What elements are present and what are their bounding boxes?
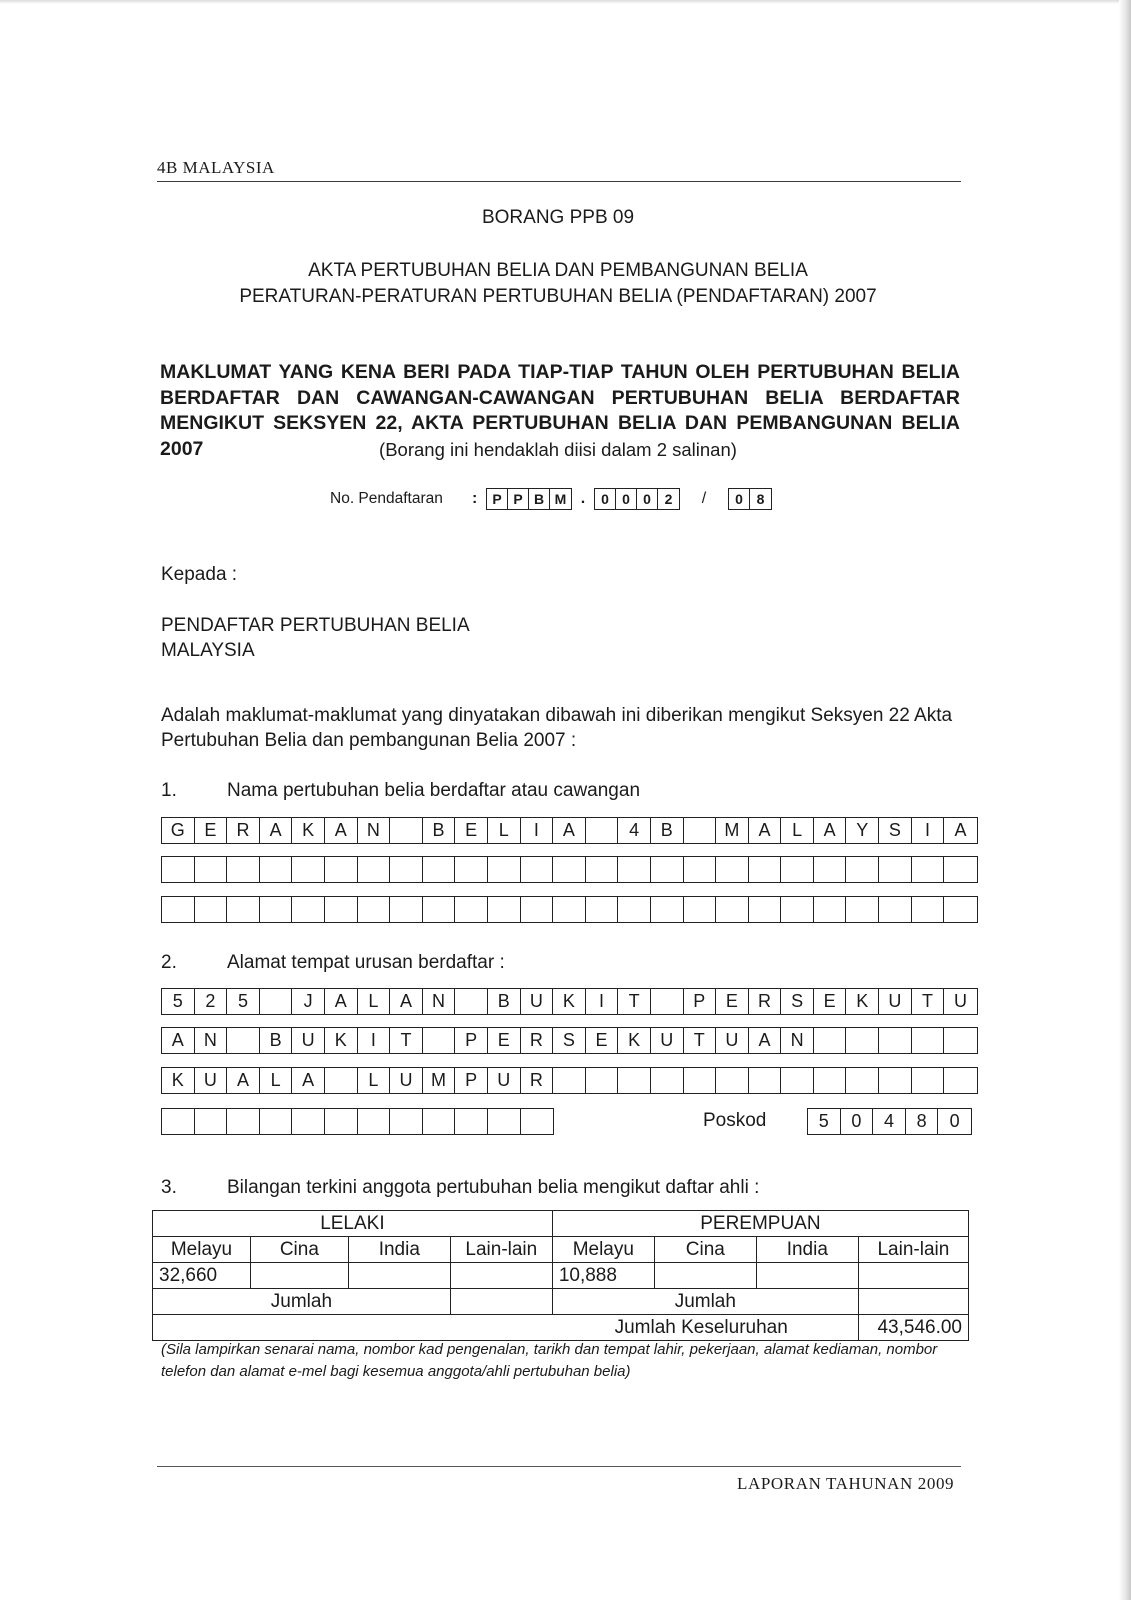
char-box xyxy=(358,857,391,882)
reg-number-char: 0 xyxy=(637,489,658,509)
char-box: K xyxy=(618,1028,651,1053)
heading-line-1: MAKLUMAT YANG KENA BERI PADA TIAP-TIAP TAHUN OLEH PERTUBUHAN BELIA xyxy=(160,361,960,383)
column-header: Cina xyxy=(250,1237,348,1263)
value-cell xyxy=(756,1263,858,1289)
char-box: A xyxy=(749,1028,782,1053)
char-box xyxy=(651,1068,684,1093)
char-box xyxy=(814,1068,847,1093)
reg-year-char: 8 xyxy=(756,491,765,507)
char-box: Y xyxy=(846,818,879,843)
column-header: Cina xyxy=(654,1237,756,1263)
poskod-label: Poskod xyxy=(703,1110,767,1131)
char-box: B xyxy=(651,818,684,843)
char-box xyxy=(390,818,423,843)
char-box: N xyxy=(781,1028,814,1053)
char-box xyxy=(195,897,228,922)
jumlah-lelaki-label: Jumlah xyxy=(153,1289,451,1315)
char-box: T xyxy=(912,989,945,1014)
char-box: L xyxy=(358,989,391,1014)
poskod-boxes xyxy=(807,1108,972,1135)
char-box xyxy=(618,897,651,922)
char-box xyxy=(912,1028,945,1053)
char-box xyxy=(586,818,619,843)
heading-line-3: MENGIKUT SEKSYEN 22, AKTA PERTUBUHAN BELIA DAN PEMBANGUNAN BELIA 2007 xyxy=(160,412,960,460)
char-box: R xyxy=(227,818,260,843)
char-box xyxy=(716,857,749,882)
char-box: P xyxy=(684,989,717,1014)
char-box xyxy=(455,989,488,1014)
char-box: K xyxy=(553,989,586,1014)
registration-dot: . xyxy=(580,490,586,507)
perempuan-header: PEREMPUAN xyxy=(552,1211,968,1237)
char-box xyxy=(749,897,782,922)
char-box: A xyxy=(260,818,293,843)
reg-prefix-char: P xyxy=(508,489,529,509)
salutation: Kepada : xyxy=(161,564,238,585)
char-box: A xyxy=(325,818,358,843)
char-box xyxy=(325,897,358,922)
char-box xyxy=(227,857,260,882)
note-line-2: telefon dan alamat e-mel bagi kesemua anggota/ahli pertubuhan belia) xyxy=(161,1363,631,1380)
char-box: N xyxy=(358,818,391,843)
char-box xyxy=(390,897,423,922)
registration-label: No. Pendaftaran xyxy=(330,490,443,507)
char-box xyxy=(521,857,554,882)
char-box xyxy=(162,897,195,922)
char-box: A xyxy=(390,989,423,1014)
column-header: Melayu xyxy=(153,1237,251,1263)
char-box xyxy=(521,897,554,922)
char-box xyxy=(260,857,293,882)
lelaki-header: LELAKI xyxy=(153,1211,553,1237)
char-box xyxy=(716,1068,749,1093)
char-box xyxy=(781,857,814,882)
reg-prefix-char: P xyxy=(487,489,508,509)
char-box: R xyxy=(521,1068,554,1093)
table-row xyxy=(153,1237,969,1263)
char-box: K xyxy=(846,989,879,1014)
char-box: B xyxy=(488,989,521,1014)
char-box: A xyxy=(954,820,967,840)
char-box xyxy=(553,897,586,922)
char-box xyxy=(846,897,879,922)
section3-number: 3. xyxy=(161,1177,177,1198)
char-box: R xyxy=(521,1028,554,1053)
recipient-line-2: MALAYSIA xyxy=(161,640,255,661)
footer-rule xyxy=(157,1466,961,1467)
char-box: S xyxy=(879,818,912,843)
char-box: J xyxy=(292,989,325,1014)
char-box xyxy=(814,857,847,882)
char-box xyxy=(618,857,651,882)
act-title: AKTA PERTUBUHAN BELIA DAN PEMBANGUNAN BELIA xyxy=(308,260,808,281)
registration-year-boxes xyxy=(728,488,772,510)
char-box xyxy=(325,1068,358,1093)
grand-total-label: Jumlah Keseluruhan xyxy=(153,1315,859,1341)
char-box xyxy=(814,897,847,922)
table-row xyxy=(153,1289,969,1315)
char-box xyxy=(684,897,717,922)
char-box xyxy=(846,1068,879,1093)
intro-paragraph xyxy=(161,703,961,753)
char-box: L xyxy=(781,818,814,843)
char-box xyxy=(684,818,717,843)
section1-row-1 xyxy=(161,817,978,844)
char-box xyxy=(846,1028,879,1053)
char-box xyxy=(716,897,749,922)
char-box: U xyxy=(954,991,968,1011)
intro-line-1: Adalah maklumat-maklumat yang dinyatakan dibawah ini diberikan mengikut Seksyen 22 Akta xyxy=(161,705,953,726)
char-box: 5 xyxy=(162,989,195,1014)
section2-label: Alamat tempat urusan berdaftar : xyxy=(227,952,505,973)
char-box xyxy=(423,857,456,882)
char-box: A xyxy=(162,1028,195,1053)
reg-prefix-char: B xyxy=(529,489,550,509)
section2-row-4 xyxy=(161,1108,554,1135)
jumlah-perempuan-value xyxy=(858,1289,968,1315)
page-right-edge xyxy=(1119,0,1131,1600)
char-box xyxy=(195,1109,228,1134)
value-cell xyxy=(450,1263,552,1289)
members-table xyxy=(152,1210,969,1341)
char-box: G xyxy=(162,818,195,843)
char-box: A xyxy=(749,818,782,843)
column-header: India xyxy=(756,1237,858,1263)
char-box xyxy=(749,857,782,882)
jumlah-perempuan-label: Jumlah xyxy=(552,1289,858,1315)
section1-row-2 xyxy=(161,856,978,883)
registration-row xyxy=(330,488,772,510)
char-box: E xyxy=(195,818,228,843)
column-header: Lain-lain xyxy=(450,1237,552,1263)
char-box xyxy=(553,1068,586,1093)
char-box: 5 xyxy=(808,1109,841,1134)
char-box: A xyxy=(553,818,586,843)
table-row xyxy=(153,1315,969,1341)
char-box xyxy=(162,1109,195,1134)
char-box xyxy=(553,857,586,882)
char-box xyxy=(488,1109,521,1134)
char-box: 0 xyxy=(949,1111,960,1131)
char-box xyxy=(227,1109,260,1134)
char-box xyxy=(521,1109,554,1134)
char-box xyxy=(684,1068,717,1093)
char-box xyxy=(651,897,684,922)
char-box xyxy=(618,1068,651,1093)
page-top-edge xyxy=(0,0,1131,4)
char-box: R xyxy=(749,989,782,1014)
char-box: L xyxy=(358,1068,391,1093)
char-box: B xyxy=(423,818,456,843)
value-cell xyxy=(654,1263,756,1289)
char-box: A xyxy=(814,818,847,843)
heading-line-2: BERDAFTAR DAN CAWANGAN-CAWANGAN PERTUBUHAN BELIA BERDAFTAR xyxy=(160,386,960,409)
char-box xyxy=(879,1028,912,1053)
char-box xyxy=(292,1109,325,1134)
char-box: U xyxy=(651,1028,684,1053)
char-box: M xyxy=(423,1068,456,1093)
char-box xyxy=(260,1109,293,1134)
char-box xyxy=(423,1028,456,1053)
char-box: E xyxy=(586,1028,619,1053)
char-box: 5 xyxy=(227,989,260,1014)
char-box xyxy=(292,857,325,882)
reg-number-char: 0 xyxy=(595,489,616,509)
value-cell: 10,888 xyxy=(552,1263,654,1289)
section2-row-3 xyxy=(161,1067,978,1094)
char-box: U xyxy=(521,989,554,1014)
char-box: K xyxy=(162,1068,195,1093)
column-header: India xyxy=(348,1237,450,1263)
char-box xyxy=(879,857,912,882)
char-box xyxy=(358,1109,391,1134)
char-box xyxy=(292,897,325,922)
section1-number: 1. xyxy=(161,780,177,801)
char-box: N xyxy=(423,989,456,1014)
char-box xyxy=(586,1068,619,1093)
char-box xyxy=(162,857,195,882)
char-box: U xyxy=(488,1068,521,1093)
char-box xyxy=(195,857,228,882)
char-box: E xyxy=(488,1028,521,1053)
char-box: U xyxy=(390,1068,423,1093)
char-box xyxy=(879,1068,912,1093)
jumlah-lelaki-value xyxy=(450,1289,552,1315)
char-box: N xyxy=(195,1028,228,1053)
char-box: T xyxy=(684,1028,717,1053)
running-footer: LAPORAN TAHUNAN 2009 xyxy=(737,1474,955,1493)
char-box: P xyxy=(455,1068,488,1093)
char-box xyxy=(325,857,358,882)
char-box xyxy=(684,857,717,882)
char-box xyxy=(781,897,814,922)
char-box: A xyxy=(292,1068,325,1093)
table-row xyxy=(153,1211,969,1237)
intro-line-2: Pertubuhan Belia dan pembangunan Belia 2007 : xyxy=(161,730,577,751)
char-box: E xyxy=(814,989,847,1014)
value-cell xyxy=(250,1263,348,1289)
char-box xyxy=(651,989,684,1014)
table-row xyxy=(153,1263,969,1289)
char-box xyxy=(260,989,293,1014)
char-box: K xyxy=(292,818,325,843)
char-box xyxy=(325,1109,358,1134)
char-box xyxy=(912,857,945,882)
value-cell xyxy=(858,1263,968,1289)
char-box: E xyxy=(716,989,749,1014)
section2-row-2 xyxy=(161,1027,978,1054)
section1-label: Nama pertubuhan belia berdaftar atau cawangan xyxy=(227,780,641,801)
char-box xyxy=(260,897,293,922)
char-box: T xyxy=(618,989,651,1014)
section1-row-3 xyxy=(161,896,978,923)
registration-colon: : xyxy=(472,490,478,507)
char-box: S xyxy=(781,989,814,1014)
char-box: U xyxy=(195,1068,228,1093)
char-box xyxy=(586,897,619,922)
char-box: L xyxy=(260,1068,293,1093)
copies-instruction: (Borang ini hendaklah diisi dalam 2 salinan) xyxy=(379,439,737,460)
char-box xyxy=(651,857,684,882)
reg-number-char: 2 xyxy=(664,491,673,507)
char-box xyxy=(781,1068,814,1093)
registration-slash: / xyxy=(701,490,707,507)
value-cell: 32,660 xyxy=(153,1263,251,1289)
char-box xyxy=(944,1028,977,1053)
char-box: I xyxy=(586,989,619,1014)
char-box xyxy=(227,1028,260,1053)
char-box xyxy=(227,897,260,922)
char-box: P xyxy=(455,1028,488,1053)
char-box: A xyxy=(227,1068,260,1093)
char-box: 0 xyxy=(841,1109,874,1134)
char-box xyxy=(749,1068,782,1093)
reg-year-char: 0 xyxy=(729,489,750,509)
attachment-note xyxy=(161,1339,961,1383)
section2-row-1 xyxy=(161,988,978,1015)
char-box: U xyxy=(879,989,912,1014)
form-code: BORANG PPB 09 xyxy=(481,207,635,228)
char-box: 4 xyxy=(618,818,651,843)
char-box: L xyxy=(488,818,521,843)
char-box xyxy=(879,897,912,922)
char-box: U xyxy=(716,1028,749,1053)
char-box xyxy=(488,857,521,882)
char-box xyxy=(944,857,977,882)
reg-prefix-char: M xyxy=(554,491,567,507)
char-box xyxy=(390,1109,423,1134)
char-box xyxy=(390,857,423,882)
char-box xyxy=(944,897,977,922)
recipient-line-1: PENDAFTAR PERTUBUHAN BELIA xyxy=(161,615,470,636)
char-box: T xyxy=(390,1028,423,1053)
char-box: U xyxy=(292,1028,325,1053)
char-box xyxy=(455,857,488,882)
value-cell xyxy=(348,1263,450,1289)
regulation-title: PERATURAN-PERATURAN PERTUBUHAN BELIA (PENDAFTARAN) 2007 xyxy=(239,286,877,307)
char-box xyxy=(586,857,619,882)
section2-number: 2. xyxy=(161,952,177,973)
char-box: M xyxy=(716,818,749,843)
section3-label: Bilangan terkini anggota pertubuhan belia mengikut daftar ahli : xyxy=(227,1177,760,1198)
running-header: 4B MALAYSIA xyxy=(157,158,275,177)
registration-number-boxes xyxy=(594,488,680,510)
char-box: 2 xyxy=(195,989,228,1014)
char-box xyxy=(912,1068,945,1093)
char-box: I xyxy=(521,818,554,843)
char-box: A xyxy=(325,989,358,1014)
reg-number-char: 0 xyxy=(616,489,637,509)
column-header: Lain-lain xyxy=(858,1237,968,1263)
char-box: K xyxy=(325,1028,358,1053)
header-rule xyxy=(157,181,961,182)
char-box xyxy=(455,1109,488,1134)
char-box xyxy=(488,897,521,922)
char-box xyxy=(912,897,945,922)
char-box: B xyxy=(260,1028,293,1053)
char-box: 4 xyxy=(873,1109,906,1134)
char-box xyxy=(814,1028,847,1053)
char-box: E xyxy=(455,818,488,843)
char-box: I xyxy=(912,818,945,843)
char-box xyxy=(455,897,488,922)
char-box: 8 xyxy=(906,1109,939,1134)
char-box: S xyxy=(553,1028,586,1053)
note-line-1: (Sila lampirkan senarai nama, nombor kad pengenalan, tarikh dan tempat lahir, pekerjaan, alamat kediaman, nombor xyxy=(161,1341,938,1358)
char-box xyxy=(358,897,391,922)
char-box: I xyxy=(358,1028,391,1053)
registration-prefix-boxes xyxy=(486,488,572,510)
char-box xyxy=(846,857,879,882)
grand-total-value: 43,546.00 xyxy=(858,1315,968,1341)
char-box xyxy=(944,1068,977,1093)
char-box xyxy=(423,1109,456,1134)
column-header: Melayu xyxy=(552,1237,654,1263)
char-box xyxy=(423,897,456,922)
